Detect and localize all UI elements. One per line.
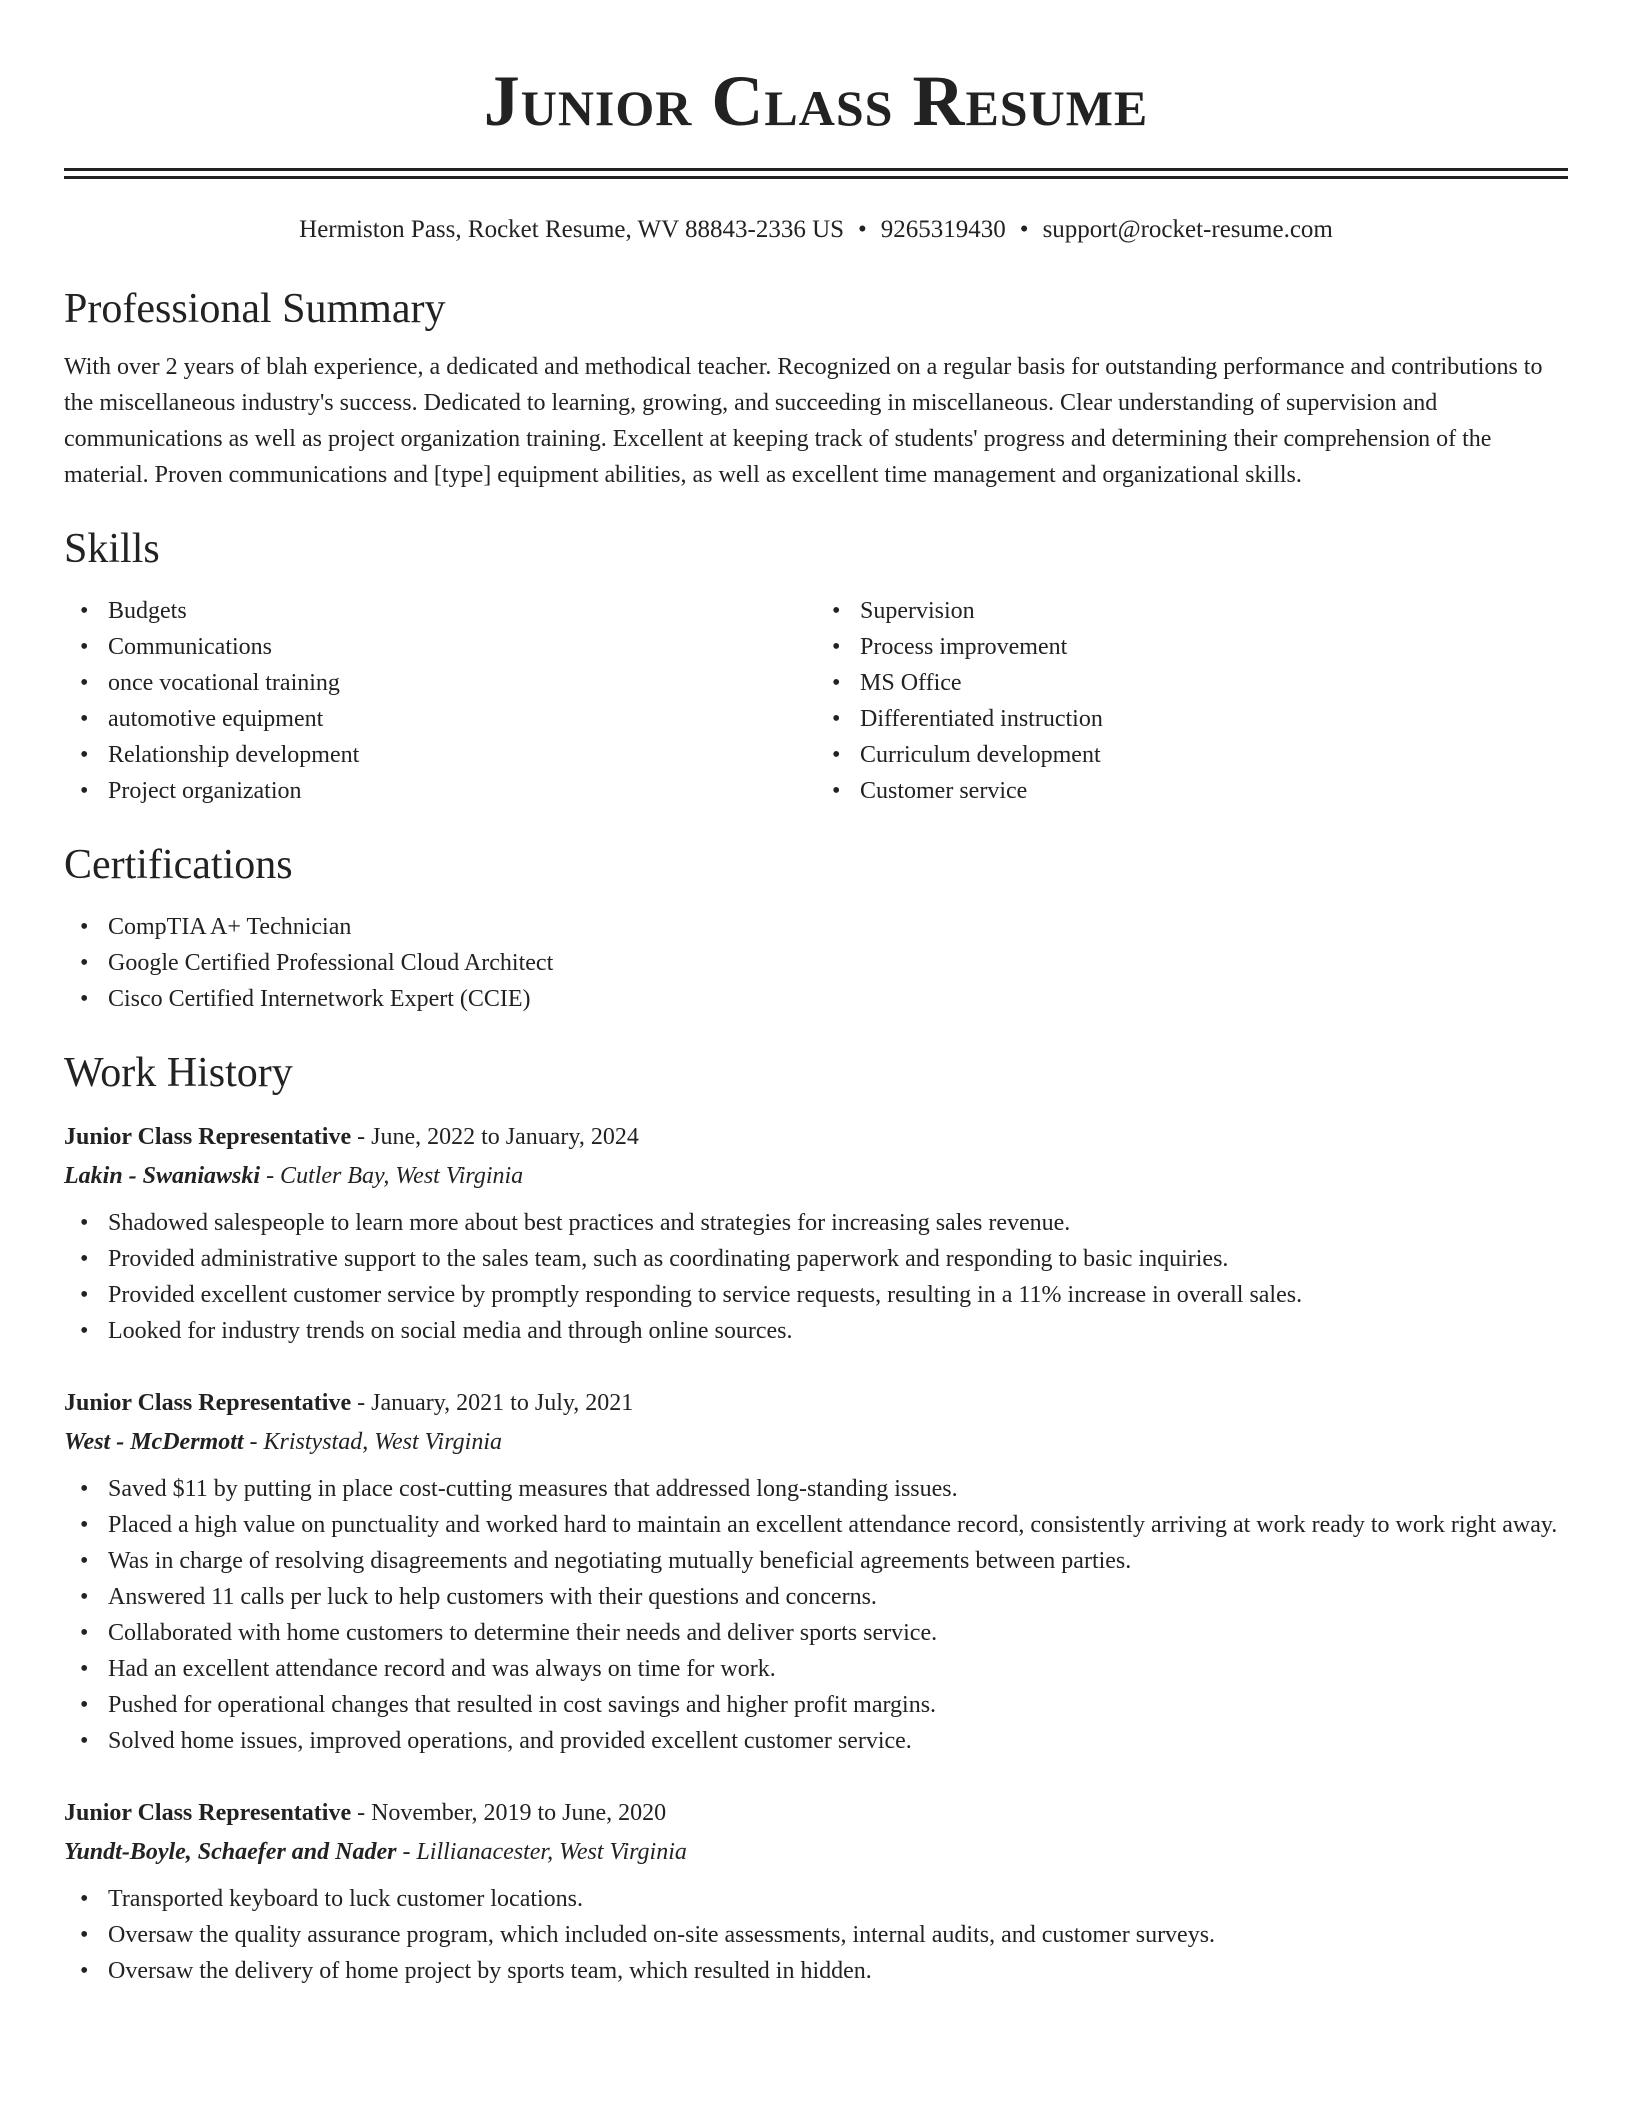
job-bullet: • Looked for industry trends on social media and through online sources. — [64, 1313, 1568, 1349]
job-bullet: • Transported keyboard to luck customer locations. — [64, 1881, 1568, 1917]
job-bullet: • Collaborated with home customers to determine their needs and deliver sports service. — [64, 1615, 1568, 1651]
job-bullets — [64, 1205, 1568, 1349]
job-bullet: • Had an excellent attendance record and was always on time for work. — [64, 1651, 1568, 1687]
job-bullet: • Placed a high value on punctuality and worked hard to maintain an excellent attendance record, consistently arriving at work ready to work right away. — [64, 1507, 1568, 1543]
job-header — [64, 1383, 1568, 1423]
job-entry — [64, 1117, 1568, 1349]
skill-item: • Customer service — [816, 773, 1568, 809]
job-company: Yundt-Boyle, Schaefer and Nader — [64, 1839, 397, 1865]
contact-line — [64, 213, 1568, 247]
certifications-section — [64, 839, 1568, 1017]
skill-item: • automotive equipment — [64, 701, 816, 737]
job-bullet: • Pushed for operational changes that resulted in cost savings and higher profit margins. — [64, 1687, 1568, 1723]
skill-item: • Project organization — [64, 773, 816, 809]
job-bullet: • Saved $11 by putting in place cost-cutting measures that addressed long-standing issues. — [64, 1471, 1568, 1507]
contact-phone: 9265319430 — [880, 216, 1006, 243]
job-bullet: • Shadowed salespeople to learn more about best practices and strategies for increasing sales revenue. — [64, 1205, 1568, 1241]
job-employer — [64, 1833, 1568, 1871]
job-bullet: • Solved home issues, improved operations, and provided excellent customer service. — [64, 1723, 1568, 1759]
summary-section — [64, 283, 1568, 493]
contact-separator: • — [1019, 216, 1029, 243]
certification-item: • Google Certified Professional Cloud Architect — [64, 945, 1568, 981]
job-bullet: • Oversaw the delivery of home project by sports team, which resulted in hidden. — [64, 1953, 1568, 1989]
skill-item: • Process improvement — [816, 629, 1568, 665]
certification-item: • CompTIA A+ Technician — [64, 909, 1568, 945]
job-company: Lakin - Swaniawski — [64, 1163, 261, 1189]
job-bullets — [64, 1881, 1568, 1989]
job-header — [64, 1793, 1568, 1833]
skill-item: • Budgets — [64, 593, 816, 629]
job-employer — [64, 1423, 1568, 1461]
job-title: Junior Class Representative — [64, 1390, 352, 1416]
skill-item: • MS Office — [816, 665, 1568, 701]
job-location: - Cutler Bay, West Virginia — [266, 1163, 524, 1189]
skills-list-left — [64, 593, 816, 809]
job-entry — [64, 1793, 1568, 1989]
work-history-heading: Work History — [64, 1050, 293, 1096]
job-dates: - January, 2021 to July, 2021 — [357, 1390, 634, 1416]
certification-item: • Cisco Certified Internetwork Expert (CCIE) — [64, 981, 1568, 1017]
title-double-rule — [64, 168, 1568, 179]
job-dates: - November, 2019 to June, 2020 — [357, 1800, 667, 1826]
skills-heading: Skills — [64, 526, 160, 572]
job-bullet: • Provided administrative support to the sales team, such as coordinating paperwork and responding to basic inquiries. — [64, 1241, 1568, 1277]
certifications-heading: Certifications — [64, 842, 293, 888]
contact-address: Hermiston Pass, Rocket Resume, WV 88843-2336 US — [299, 216, 845, 243]
summary-text: With over 2 years of blah experience, a dedicated and methodical teacher. Recognized on a regular basis for outstanding performance and contributions to the miscellaneous industry's success. Dedicated to learning, growing, and succeeding in miscellaneous. Clear understanding of supervision and communications as well as project organization training. Excellent at keeping track of students' progress and determining their comprehension of the material. Proven communications and [type] equipment abilities, as well as excellent time management and organizational skills. — [64, 354, 1543, 488]
job-bullet: • Was in charge of resolving disagreements and negotiating mutually beneficial agreements between parties. — [64, 1543, 1568, 1579]
job-bullets — [64, 1471, 1568, 1759]
job-entry — [64, 1383, 1568, 1759]
job-location: - Lillianacester, West Virginia — [402, 1839, 687, 1865]
job-location: - Kristystad, West Virginia — [249, 1429, 502, 1455]
job-title: Junior Class Representative — [64, 1800, 352, 1826]
skills-section — [64, 523, 1568, 809]
skill-item: • Curriculum development — [816, 737, 1568, 773]
skill-item: • Relationship development — [64, 737, 816, 773]
contact-separator: • — [858, 216, 867, 243]
certifications-list — [64, 909, 1568, 1017]
job-title: Junior Class Representative — [64, 1124, 352, 1150]
job-dates: - June, 2022 to January, 2024 — [357, 1124, 639, 1150]
skills-columns — [64, 593, 1568, 809]
skill-item: • Communications — [64, 629, 816, 665]
skill-item: • once vocational training — [64, 665, 816, 701]
job-employer — [64, 1157, 1568, 1195]
resume-title: Junior Class Resume — [483, 61, 1149, 141]
skills-list-right — [816, 593, 1568, 809]
skill-item: • Differentiated instruction — [816, 701, 1568, 737]
job-company: West - McDermott — [64, 1429, 244, 1455]
contact-email[interactable]: support@rocket-resume.com — [1042, 216, 1333, 243]
summary-heading: Professional Summary — [64, 286, 446, 332]
work-history-section — [64, 1047, 1568, 1989]
job-bullet: • Oversaw the quality assurance program, which included on-site assessments, internal audits, and customer surveys. — [64, 1917, 1568, 1953]
job-bullet: • Provided excellent customer service by promptly responding to service requests, resulting in a 11% increase in overall sales. — [64, 1277, 1568, 1313]
job-bullet: • Answered 11 calls per luck to help customers with their questions and concerns. — [64, 1579, 1568, 1615]
job-header — [64, 1117, 1568, 1157]
skill-item: • Supervision — [816, 593, 1568, 629]
